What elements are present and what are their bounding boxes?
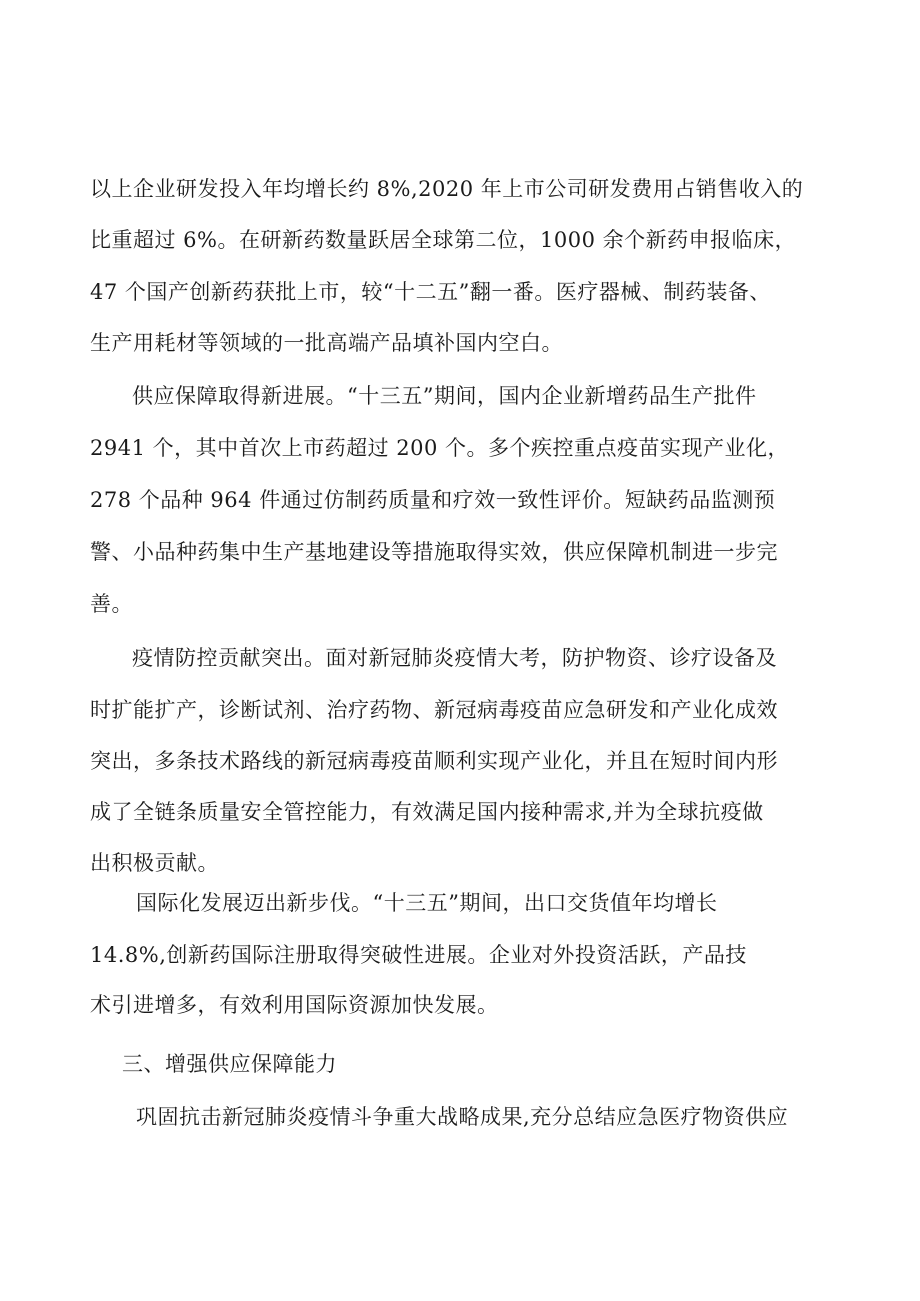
text-line: 供应保障取得新进展。“十三五”期间，国内企业新增药品生产批件 xyxy=(132,384,757,408)
text-line: 术引进增多，有效利用国际资源加快发展。 xyxy=(90,993,499,1017)
text-line: 生产用耗材等领域的一批高端产品填补国内空白。 xyxy=(90,331,563,355)
text-line: 以上企业研发投入年均增长约 8%,2020 年上市公司研发费用占销售收入的 xyxy=(90,177,804,201)
text-line: 善。 xyxy=(90,592,133,616)
text-line: 巩固抗击新冠肺炎疫情斗争重大战略成果,充分总结应急医疗物资供应 xyxy=(136,1105,789,1129)
text-line: 疫情防控贡献突出。面对新冠肺炎疫情大考，防护物资、诊疗设备及 xyxy=(132,646,777,670)
text-line: 出积极贡献。 xyxy=(90,851,219,875)
section-heading: 三、增强供应保障能力 xyxy=(122,1052,337,1076)
text-line: 国际化发展迈出新步伐。“十三五”期间，出口交货值年均增长 xyxy=(136,891,718,915)
text-line: 278 个品种 964 件通过仿制药质量和疗效一致性评价。短缺药品监测预 xyxy=(90,488,776,512)
text-line: 14.8%,创新药国际注册取得突破性进展。企业对外投资活跃，产品技 xyxy=(90,943,747,967)
text-line: 比重超过 6%。在研新药数量跃居全球第二位，1000 余个新药申报临床， xyxy=(90,228,797,252)
text-line: 突出，多条技术路线的新冠病毒疫苗顺利实现产业化，并且在短时间内形 xyxy=(90,749,778,773)
text-line: 47 个国产创新药获批上市，较“十二五”翻一番。医疗器械、制药装备、 xyxy=(90,280,771,304)
text-line: 成了全链条质量安全管控能力，有效满足国内接种需求,并为全球抗疫做 xyxy=(90,800,764,824)
text-line: 2941 个，其中首次上市药超过 200 个。多个疾控重点疫苗实现产业化， xyxy=(90,436,790,460)
text-line: 时扩能扩产，诊断试剂、治疗药物、新冠病毒疫苗应急研发和产业化成效 xyxy=(90,698,778,722)
text-line: 警、小品种药集中生产基地建设等措施取得实效，供应保障机制进一步完 xyxy=(90,540,778,564)
